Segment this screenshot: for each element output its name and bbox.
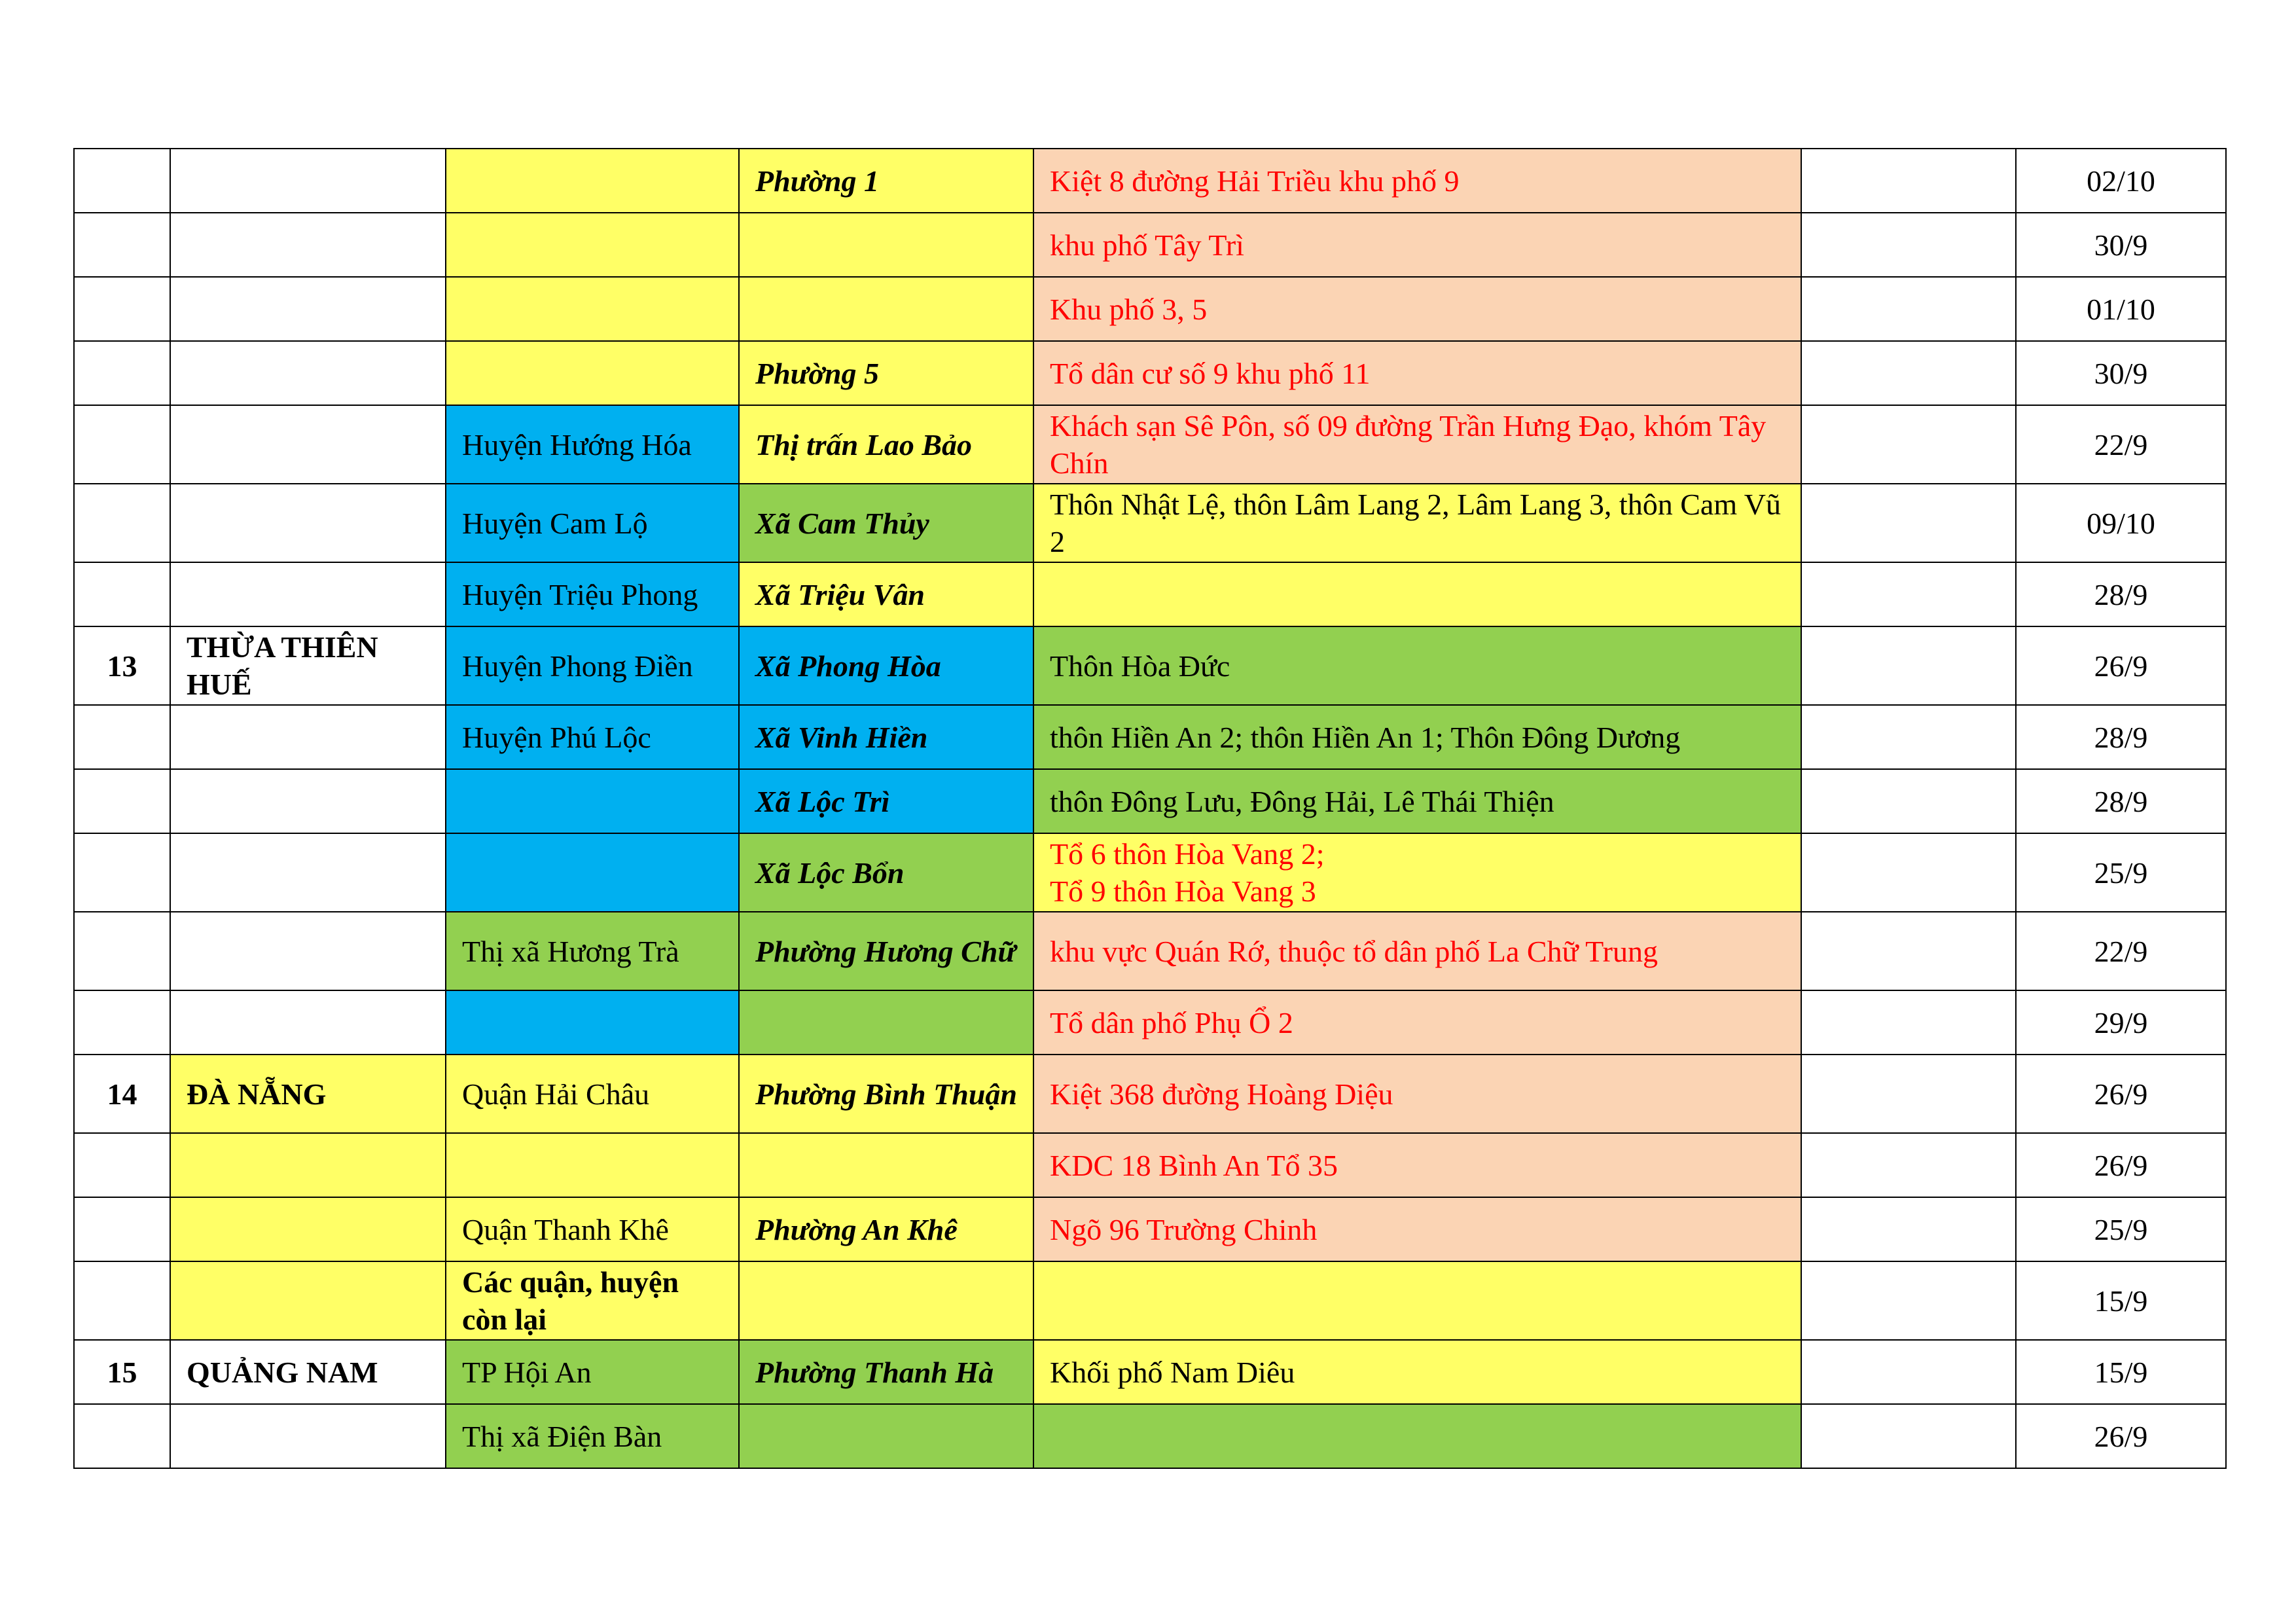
table-row [74, 405, 2226, 484]
table-row [74, 990, 2226, 1055]
date-cell: 28/9 [2016, 705, 2226, 769]
date-cell: 25/9 [2016, 1197, 2226, 1261]
province-cell [170, 149, 446, 213]
date-cell: 28/9 [2016, 562, 2226, 626]
address-cell: Thôn Hòa Đức [1033, 626, 1801, 705]
district-cell: Quận Thanh Khê [446, 1197, 739, 1261]
row-number [74, 833, 170, 912]
date-cell: 25/9 [2016, 833, 2226, 912]
row-number [74, 405, 170, 484]
table-row [74, 484, 2226, 562]
address-cell: Tổ dân cư số 9 khu phố 11 [1033, 341, 1801, 405]
table-row [74, 213, 2226, 277]
row-number [74, 562, 170, 626]
district-cell: TP Hội An [446, 1340, 739, 1404]
ward-cell: Phường 1 [739, 149, 1033, 213]
address-cell: khu vực Quán Rớ, thuộc tổ dân phố La Chữ Trung [1033, 912, 1801, 990]
date-cell: 15/9 [2016, 1340, 2226, 1404]
address-cell [1033, 1404, 1801, 1468]
row-number [74, 990, 170, 1055]
ward-cell [739, 1404, 1033, 1468]
table-row [74, 1133, 2226, 1197]
outbreak-locations-table [73, 148, 2227, 1469]
table-row [74, 277, 2226, 341]
date-cell: 28/9 [2016, 769, 2226, 833]
province-cell [170, 484, 446, 562]
province-cell [170, 1197, 446, 1261]
address-cell: thôn Hiền An 2; thôn Hiền An 1; Thôn Đông Dương [1033, 705, 1801, 769]
ward-cell [739, 990, 1033, 1055]
blank-cell [1801, 833, 2016, 912]
address-cell: Khối phố Nam Diêu [1033, 1340, 1801, 1404]
row-number [74, 341, 170, 405]
table-row [74, 833, 2226, 912]
ward-cell: Thị trấn Lao Bảo [739, 405, 1033, 484]
blank-cell [1801, 405, 2016, 484]
table-row [74, 769, 2226, 833]
ward-cell: Phường Bình Thuận [739, 1055, 1033, 1133]
date-cell: 09/10 [2016, 484, 2226, 562]
district-cell: Thị xã Hương Trà [446, 912, 739, 990]
address-line: Tổ 9 thôn Hòa Vang 3 [1050, 875, 1316, 908]
province-cell [170, 912, 446, 990]
row-number [74, 1404, 170, 1468]
table-row [74, 626, 2226, 705]
blank-cell [1801, 484, 2016, 562]
table-row [74, 1340, 2226, 1404]
district-cell: Huyện Cam Lộ [446, 484, 739, 562]
blank-cell [1801, 912, 2016, 990]
blank-cell [1801, 626, 2016, 705]
address-cell [1033, 562, 1801, 626]
district-cell [446, 341, 739, 405]
district-cell [446, 769, 739, 833]
address-cell: Khách sạn Sê Pôn, số 09 đường Trần Hưng Đạo, khóm Tây Chín [1033, 405, 1801, 484]
address-cell: Thôn Nhật Lệ, thôn Lâm Lang 2, Lâm Lang 3, thôn Cam Vũ 2 [1033, 484, 1801, 562]
ward-cell [739, 277, 1033, 341]
blank-cell [1801, 341, 2016, 405]
address-cell: Ngõ 96 Trường Chinh [1033, 1197, 1801, 1261]
address-cell: Tổ dân phố Phụ Ổ 2 [1033, 990, 1801, 1055]
table-row [74, 1055, 2226, 1133]
row-number [74, 1197, 170, 1261]
date-cell: 26/9 [2016, 1055, 2226, 1133]
date-cell: 01/10 [2016, 277, 2226, 341]
district-cell [446, 213, 739, 277]
date-cell: 02/10 [2016, 149, 2226, 213]
district-cell: Thị xã Điện Bàn [446, 1404, 739, 1468]
ward-cell: Xã Vinh Hiền [739, 705, 1033, 769]
district-cell: Huyện Hướng Hóa [446, 405, 739, 484]
ward-cell: Xã Triệu Vân [739, 562, 1033, 626]
district-cell [446, 990, 739, 1055]
blank-cell [1801, 990, 2016, 1055]
district-cell: Huyện Triệu Phong [446, 562, 739, 626]
row-number [74, 1133, 170, 1197]
address-cell: khu phố Tây Trì [1033, 213, 1801, 277]
ward-cell: Phường An Khê [739, 1197, 1033, 1261]
province-cell [170, 1404, 446, 1468]
row-number [74, 769, 170, 833]
ward-cell [739, 213, 1033, 277]
blank-cell [1801, 562, 2016, 626]
province-cell: QUẢNG NAM [170, 1340, 446, 1404]
row-number: 14 [74, 1055, 170, 1133]
blank-cell [1801, 1404, 2016, 1468]
blank-cell [1801, 1055, 2016, 1133]
row-number: 15 [74, 1340, 170, 1404]
blank-cell [1801, 1340, 2016, 1404]
blank-cell [1801, 1133, 2016, 1197]
ward-cell: Xã Lộc Trì [739, 769, 1033, 833]
blank-cell [1801, 213, 2016, 277]
province-cell [170, 341, 446, 405]
blank-cell [1801, 769, 2016, 833]
address-cell: Khu phố 3, 5 [1033, 277, 1801, 341]
ward-cell: Phường 5 [739, 341, 1033, 405]
ward-cell: Xã Lộc Bổn [739, 833, 1033, 912]
date-cell: 26/9 [2016, 626, 2226, 705]
date-cell: 29/9 [2016, 990, 2226, 1055]
date-cell: 30/9 [2016, 341, 2226, 405]
district-cell [446, 277, 739, 341]
province-cell [170, 213, 446, 277]
address-cell: thôn Đông Lưu, Đông Hải, Lê Thái Thiện [1033, 769, 1801, 833]
province-cell: ĐÀ NẴNG [170, 1055, 446, 1133]
date-cell: 15/9 [2016, 1261, 2226, 1340]
address-cell: Kiệt 8 đường Hải Triều khu phố 9 [1033, 149, 1801, 213]
table-row [74, 1197, 2226, 1261]
province-cell [170, 562, 446, 626]
row-number [74, 1261, 170, 1340]
row-number [74, 277, 170, 341]
blank-cell [1801, 705, 2016, 769]
province-cell [170, 833, 446, 912]
date-cell: 22/9 [2016, 405, 2226, 484]
address-cell: Kiệt 368 đường Hoàng Diệu [1033, 1055, 1801, 1133]
ward-cell: Xã Cam Thủy [739, 484, 1033, 562]
district-cell [446, 149, 739, 213]
ward-cell [739, 1133, 1033, 1197]
address-cell [1033, 1261, 1801, 1340]
district-cell: Quận Hải Châu [446, 1055, 739, 1133]
ward-cell: Phường Thanh Hà [739, 1340, 1033, 1404]
row-number [74, 484, 170, 562]
blank-cell [1801, 1197, 2016, 1261]
ward-cell [739, 1261, 1033, 1340]
row-number: 13 [74, 626, 170, 705]
table-row [74, 149, 2226, 213]
table-row [74, 705, 2226, 769]
province-cell [170, 277, 446, 341]
district-cell: Huyện Phong Điền [446, 626, 739, 705]
province-cell [170, 705, 446, 769]
ward-cell: Xã Phong Hòa [739, 626, 1033, 705]
blank-cell [1801, 149, 2016, 213]
province-cell [170, 990, 446, 1055]
province-cell [170, 1261, 446, 1340]
blank-cell [1801, 277, 2016, 341]
table-row [74, 341, 2226, 405]
ward-cell: Phường Hương Chữ [739, 912, 1033, 990]
date-cell: 26/9 [2016, 1404, 2226, 1468]
address-cell [1033, 833, 1801, 912]
table-row [74, 1261, 2226, 1340]
province-cell [170, 769, 446, 833]
district-cell: Huyện Phú Lộc [446, 705, 739, 769]
table-row [74, 1404, 2226, 1468]
table-row [74, 562, 2226, 626]
district-cell [446, 1133, 739, 1197]
table-row [74, 912, 2226, 990]
address-line: Tổ 6 thôn Hòa Vang 2; [1050, 837, 1325, 871]
province-cell: THỪA THIÊN HUẾ [170, 626, 446, 705]
row-number [74, 149, 170, 213]
row-number [74, 912, 170, 990]
blank-cell [1801, 1261, 2016, 1340]
date-cell: 30/9 [2016, 213, 2226, 277]
province-cell [170, 405, 446, 484]
row-number [74, 213, 170, 277]
address-cell: KDC 18 Bình An Tổ 35 [1033, 1133, 1801, 1197]
row-number [74, 705, 170, 769]
date-cell: 26/9 [2016, 1133, 2226, 1197]
province-cell [170, 1133, 446, 1197]
district-cell: Các quận, huyện còn lại [446, 1261, 739, 1340]
date-cell: 22/9 [2016, 912, 2226, 990]
district-cell [446, 833, 739, 912]
